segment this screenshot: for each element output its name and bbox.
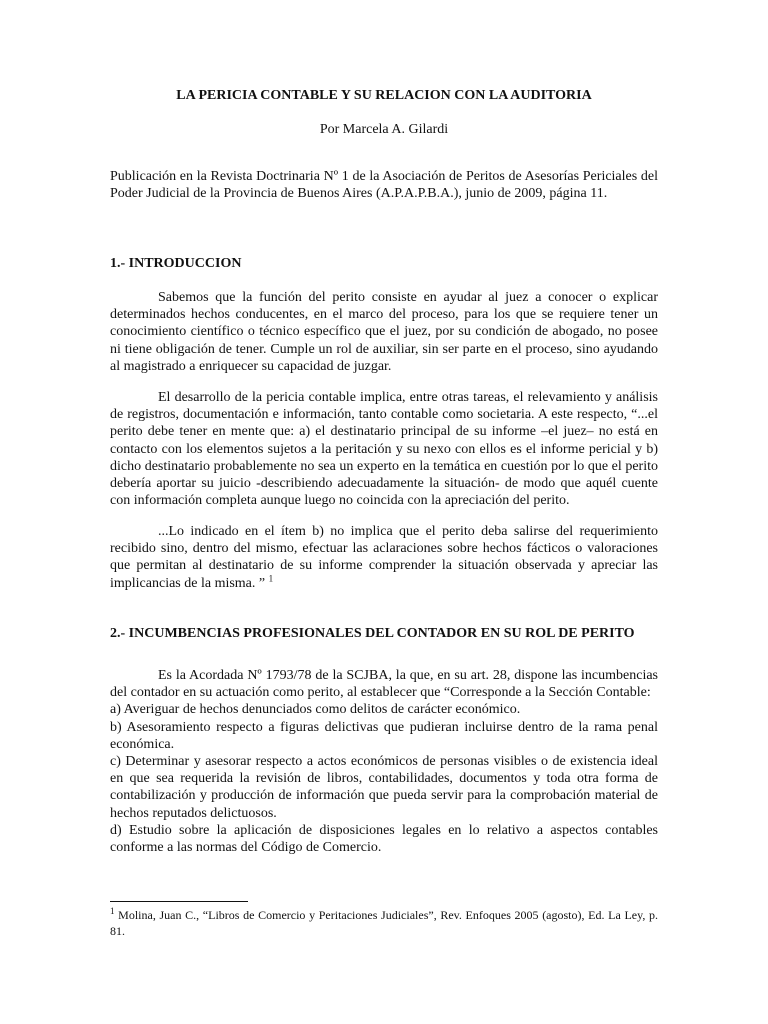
- list-item: c) Determinar y asesorar respecto a actos económicos de personas visibles o de existencia ideal en que sea requerida la revisión de libros, contabilidades, documentos y toda otra forma de contabilización y producción de información que pueda servir para la comprobación material de hechos reputados delictuosos.: [110, 754, 658, 821]
- document-title: LA PERICIA CONTABLE Y SU RELACION CON LA AUDITORIA: [176, 88, 592, 103]
- footnote-mark: 1: [110, 906, 115, 916]
- footnote: [110, 907, 658, 939]
- section-1-paragraph-1: Sabemos que la función del perito consiste en ayudar al juez a conocer o explicar determinados hechos conducentes, en el marco del proceso, para los que se requiere tener un conocimiento científico o técnico específico que el juez, por su condición de abogado, no posee ni tiene obligación de tener. Cumple un rol de auxiliar, sin ser parte en el proceso, sino ayudando al magistrado a enriquecer su capacidad de juzgar.: [110, 290, 658, 374]
- list-item: b) Asesoramiento respecto a figuras delictivas que pudieran incluirse dentro de la rama penal económica.: [110, 719, 658, 752]
- section-1-heading: 1.- INTRODUCCION: [110, 256, 242, 271]
- footnote-separator: [110, 901, 248, 902]
- list-item: d) Estudio sobre la aplicación de disposiciones legales en lo relativo a aspectos contables conforme a las normas del Código de Comercio.: [110, 822, 658, 856]
- paragraph-text: ...Lo indicado en el ítem b) no implica que el perito deba salirse del requerimiento recibido sino, dentro del mismo, efectuar las aclaraciones sobre hechos fácticos o valoraciones que permitan al destinatario de su informe comprender la situación observada y apreciar las implicancias de la misma. ”: [110, 524, 658, 591]
- section-2-intro: Es la Acordada Nº 1793/78 de la SCJBA, la que, en su art. 28, dispone las incumbencias del contador en su actuación como perito, al establecer que “Corresponde a la Sección Contable:: [110, 668, 658, 701]
- section-2-body: [110, 667, 658, 856]
- section-1-paragraph-3: [110, 523, 658, 592]
- footnote-text: Molina, Juan C., “Libros de Comercio y Peritaciones Judiciales”, Rev. Enfoques 2005 (agosto), Ed. La Ley, p. 81.: [110, 908, 659, 938]
- footnote-reference: 1: [268, 572, 274, 583]
- list-item: a) Averiguar de hechos denunciados como delitos de carácter económico.: [110, 702, 521, 718]
- section-1-paragraph-2: El desarrollo de la pericia contable implica, entre otras tareas, el relevamiento y análisis de registros, documentación e información, tanto contable como societaria. A este respecto, “...el perito debe tener en mente que: a) el destinatario principal de su informe –el juez– no está en contacto con los elementos sujetos a la peritación y su nexo con ellos es el informe pericial y b) dicho destinatario probablemente no sea un experto en la temática en cuestión por lo que el perito debería aportar su juicio -describiendo adecuadamente la situación- de modo que aquél cuente con información completa aunque luego no coincida con la apreciación del perito.: [110, 390, 658, 509]
- section-2-heading: 2.- INCUMBENCIAS PROFESIONALES DEL CONTADOR EN SU ROL DE PERITO: [110, 626, 635, 641]
- author-line: Por Marcela A. Gilardi: [319, 122, 449, 137]
- publication-note: Publicación en la Revista Doctrinaria Nº 1 de la Asociación de Peritos de Asesorías Periciales del Poder Judicial de la Provincia de Buenos Aires (A.P.A.P.B.A.), junio de 2009, página 11.: [110, 169, 658, 202]
